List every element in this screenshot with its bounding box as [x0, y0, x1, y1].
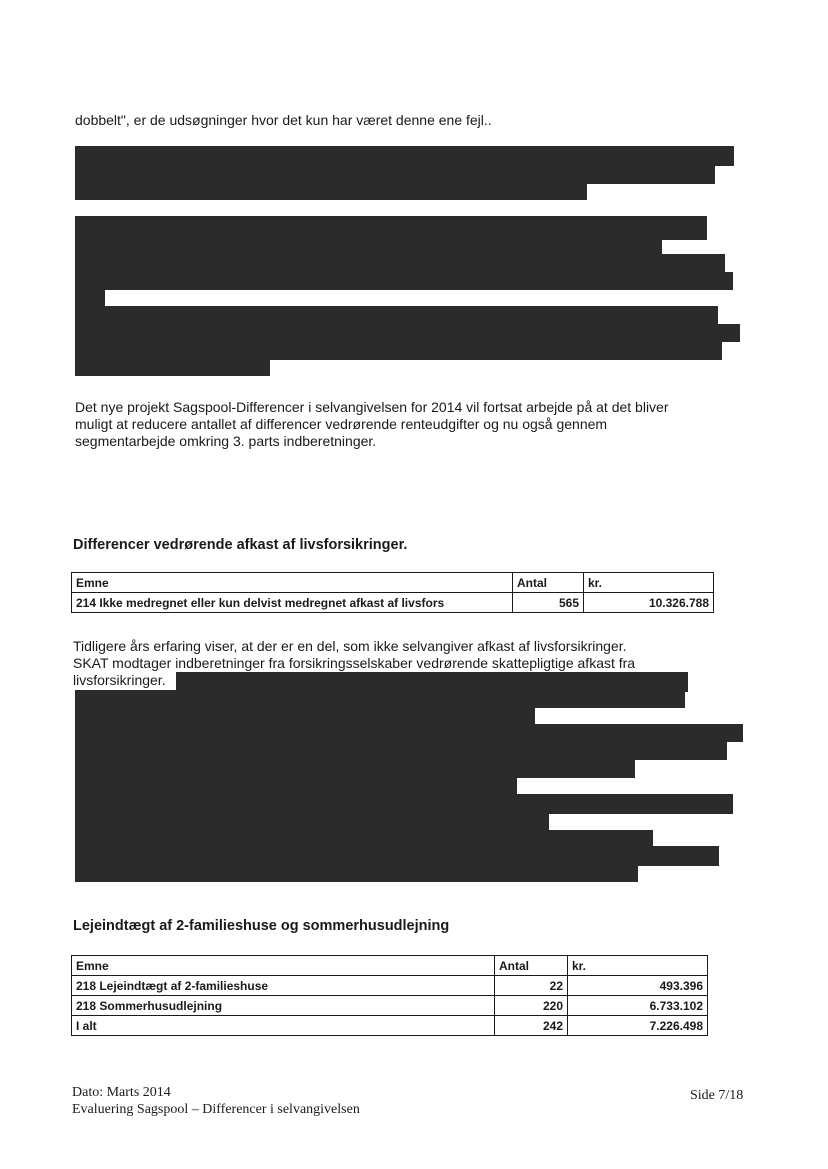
paragraph-1-line: segmentarbejde omkring 3. parts indberetninger. [75, 433, 377, 449]
table-row [72, 976, 708, 996]
header-kr: kr. [568, 956, 708, 976]
cell-antal: 22 [495, 976, 568, 996]
header-antal: Antal [513, 573, 584, 593]
footer-title: Evaluering Sagspool – Differencer i selvangivelsen [72, 1102, 360, 1117]
footer-page-number: Side 7/18 [690, 1088, 744, 1103]
table-row [72, 593, 714, 613]
footer-left [72, 1084, 360, 1118]
cell-kr: 6.733.102 [568, 996, 708, 1016]
cell-kr: 10.326.788 [584, 593, 714, 613]
paragraph-1-line: muligt at reducere antallet af differencer vedrørende renteudgifter og nu også gennem [75, 416, 608, 432]
paragraph-2-line: livsforsikringer. [73, 672, 166, 688]
paragraph-1-line: Det nye projekt Sagspool-Differencer i selvangivelsen for 2014 vil fortsat arbejde på at det bliver [75, 399, 669, 415]
life-insurance-table [71, 572, 714, 613]
cell-emne: 218 Lejeindtægt af 2-familieshuse [72, 976, 495, 996]
paragraph-2-line: SKAT modtager indberetninger fra forsikringsselskaber vedrørende skattepligtige afkast fra [73, 655, 636, 671]
footer-date: Dato: Marts 2014 [72, 1085, 171, 1100]
table-row [72, 1016, 708, 1036]
header-kr: kr. [584, 573, 714, 593]
table-header-row [72, 573, 714, 593]
table-row [72, 996, 708, 1016]
header-antal: Antal [495, 956, 568, 976]
table-header-row [72, 956, 708, 976]
paragraph-1 [75, 399, 669, 450]
rental-income-table [71, 955, 708, 1036]
cell-emne: I alt [72, 1016, 495, 1036]
cell-kr: 493.396 [568, 976, 708, 996]
header-emne: Emne [72, 573, 513, 593]
cell-antal: 565 [513, 593, 584, 613]
section-heading-life-insurance: Differencer vedrørende afkast af livsforsikringer. [73, 537, 408, 553]
header-emne: Emne [72, 956, 495, 976]
intro-line: dobbelt", er de udsøgninger hvor det kun har været denne ene fejl.. [75, 112, 492, 128]
cell-antal: 242 [495, 1016, 568, 1036]
cell-emne: 214 Ikke medregnet eller kun delvist medregnet afkast af livsfors [72, 593, 513, 613]
paragraph-2-line: Tidligere års erfaring viser, at der er en del, som ikke selvangiver afkast af livsforsikringer. [73, 638, 627, 654]
section-heading-rental-income: Lejeindtægt af 2-familieshuse og sommerhusudlejning [73, 918, 450, 934]
cell-antal: 220 [495, 996, 568, 1016]
cell-emne: 218 Sommerhusudlejning [72, 996, 495, 1016]
cell-kr: 7.226.498 [568, 1016, 708, 1036]
